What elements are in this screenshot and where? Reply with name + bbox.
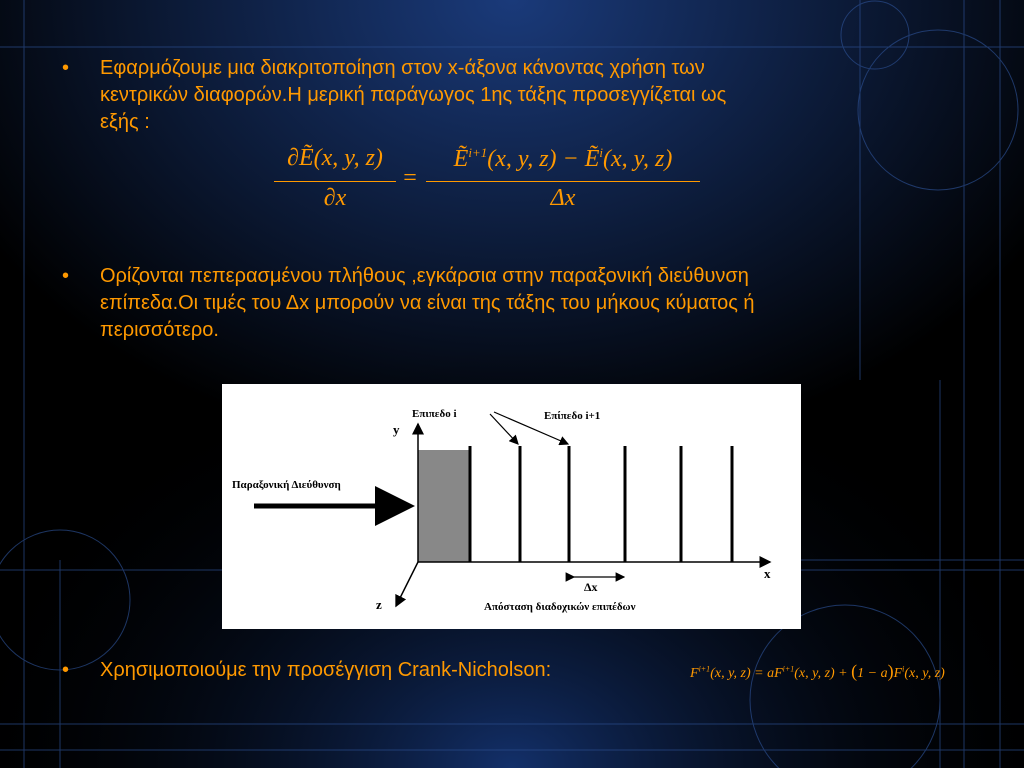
eq-part: 1 − a (857, 666, 888, 681)
bullet-1 (62, 55, 726, 136)
rhs-fraction-bar (426, 181, 700, 182)
bullet-2 (62, 263, 755, 344)
bullet-3 (62, 657, 551, 684)
label-y-axis: y (393, 422, 400, 437)
bullet-marker: • (62, 57, 70, 79)
z-axis (396, 562, 418, 606)
label-dx: Δx (584, 580, 598, 594)
pointer-arrow-i (490, 414, 518, 444)
bullet-line: περισσότερο. (100, 319, 219, 341)
eq-sup: i (902, 664, 905, 674)
lhs-numerator: ∂Ẽ(x, y, z) (287, 145, 383, 171)
finite-difference-equation (270, 145, 710, 217)
eq-part: F (690, 666, 699, 681)
label-x-axis: x (764, 566, 771, 581)
rhs-numerator (426, 145, 700, 173)
rhs-num-sup: i+1 (468, 145, 488, 160)
plane-i-shade (418, 450, 470, 562)
label-z-axis: z (376, 597, 382, 612)
rhs-num-part: (x, y, z) (603, 146, 673, 172)
eq-part: (x, y, z) + (794, 666, 852, 681)
rhs-num-part: (x, y, z) − Ẽ (487, 146, 600, 172)
bullet-line: Εφαρμόζουμε μια διακριτοποίηση στον x-άξονα κάνοντας χρήση των (100, 57, 705, 79)
bullet-marker: • (62, 265, 70, 287)
eq-part: (x, y, z) (904, 666, 945, 681)
bullet-line: εξής : (100, 111, 150, 133)
eq-sup: i+1 (782, 664, 795, 674)
bullet-line: επίπεδα.Οι τιμές του Δx μπορούν να είναι της τάξης του μήκους κύματος ή (100, 292, 755, 314)
rhs-num-sup: i (599, 145, 604, 160)
planes-diagram-graphic (222, 384, 801, 629)
bullet-marker: • (62, 659, 70, 681)
label-plane-i: Επιπεδο i (412, 408, 457, 420)
label-direction: Παραξονική Διεύθυνση (232, 479, 341, 491)
bullet-text (100, 657, 551, 684)
bullet-line: Ορίζονται πεπερασμένου πλήθους ,εγκάρσια στην παραξονική διεύθυνση (100, 265, 749, 287)
rhs-denominator: Δx (550, 185, 576, 211)
label-plane-i1: Επίπεδο i+1 (544, 410, 601, 422)
rhs-num-part: Ẽ (453, 146, 469, 172)
lhs-denominator: ∂x (323, 185, 347, 211)
planes-diagram (222, 384, 801, 629)
bullet-text (100, 55, 726, 136)
eq-part: (x, y, z) = aF (710, 666, 783, 681)
lhs-fraction-bar (274, 181, 396, 182)
bullet-line: κεντρικών διαφορών.Η μερική παράγωγος 1ης τάξης προσεγγίζεται ως (100, 84, 727, 106)
eq-sup: i+1 (698, 664, 711, 674)
eq-part: F (893, 666, 903, 681)
label-distance: Απόσταση διαδοχικών επιπέδων (484, 601, 636, 613)
bullet-text (100, 263, 755, 344)
bullet-line: Χρησιμοποιούμε την προσέγγιση Crank-Nicholson: (100, 659, 552, 681)
equals-sign: = (403, 165, 417, 191)
planes-group (470, 446, 732, 562)
crank-nicholson-equation: $F^{i+1}(x$, y, $z) = aF^{i+1}(x$, y, $z) + (1 - a)F^i(x$, y, z) (690, 661, 945, 681)
